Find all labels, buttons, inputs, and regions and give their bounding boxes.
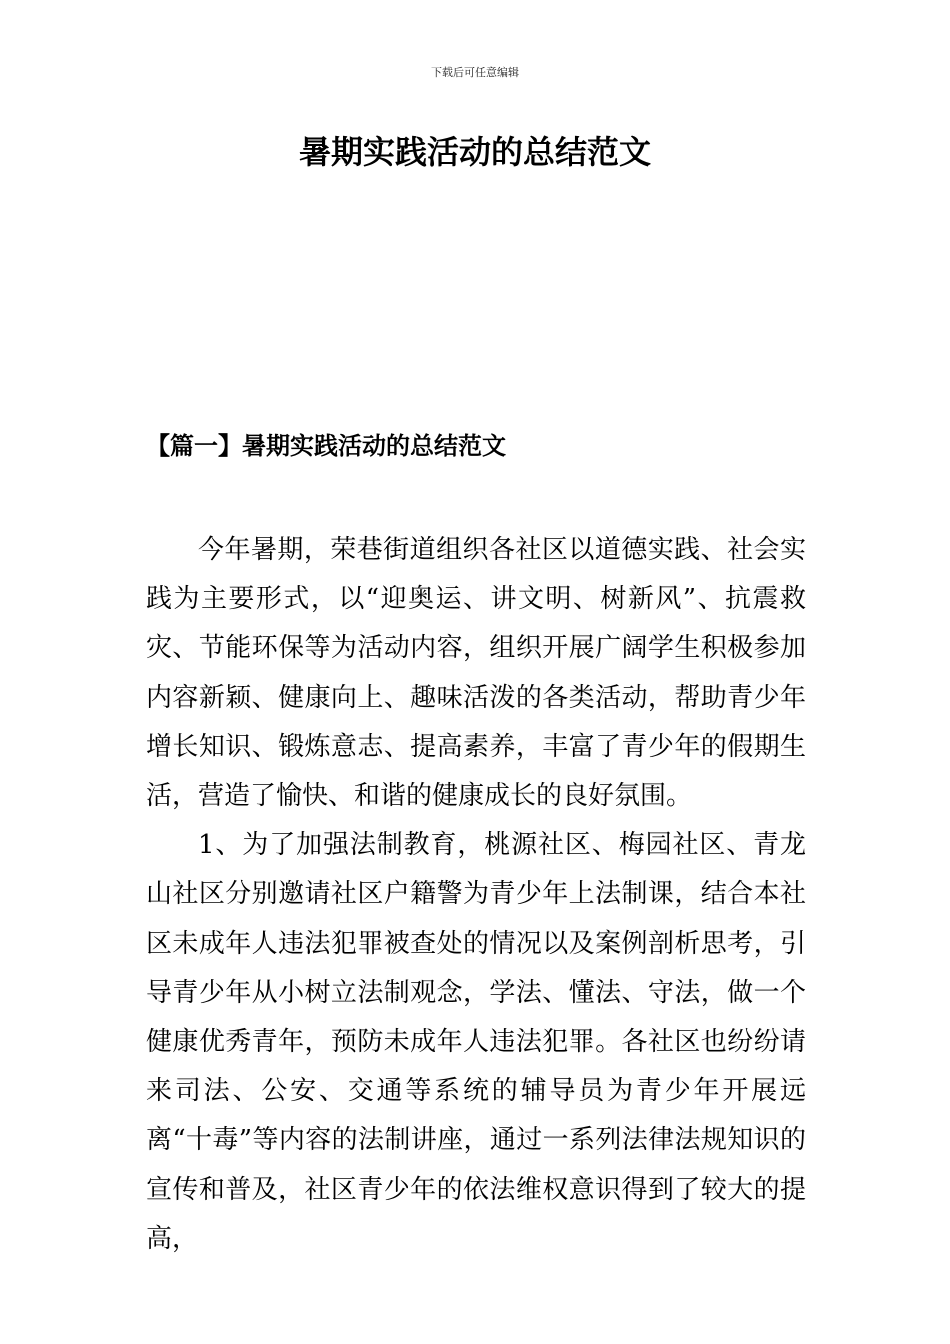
- document-body: [146, 526, 806, 1264]
- header-note: 下载后可任意编辑: [431, 66, 519, 79]
- document-title: 暑期实践活动的总结范文: [298, 133, 651, 171]
- section-heading: 【篇一】暑期实践活动的总结范文: [146, 431, 506, 460]
- paragraph: 今年暑期，荣巷街道组织各社区以道德实践、社会实践为主要形式，以“迎奥运、讲文明、树新风”、抗震救灾、节能环保等为活动内容，组织开展广阔学生积极参加内容新颖、健康向上、趣味活泼的各类活动，帮助青少年增长知识、锻炼意志、提高素养，丰富了青少年的假期生活，营造了愉快、和谐的健康成长的良好氛围。: [146, 535, 806, 812]
- paragraph: 1、为了加强法制教育，桃源社区、梅园社区、青龙山社区分别邀请社区户籍警为青少年上法制课，结合本社区未成年人违法犯罪被查处的情况以及案例剖析思考，引导青少年从小树立法制观念，学法、懂法、守法，做一个健康优秀青年，预防未成年人违法犯罪。各社区也纷纷请来司法、公安、交通等系统的辅导员为青少年开展远离“十毒”等内容的法制讲座，通过一系列法律法规知识的宣传和普及，社区青少年的依法维权意识得到了较大的提高，: [146, 830, 806, 1254]
